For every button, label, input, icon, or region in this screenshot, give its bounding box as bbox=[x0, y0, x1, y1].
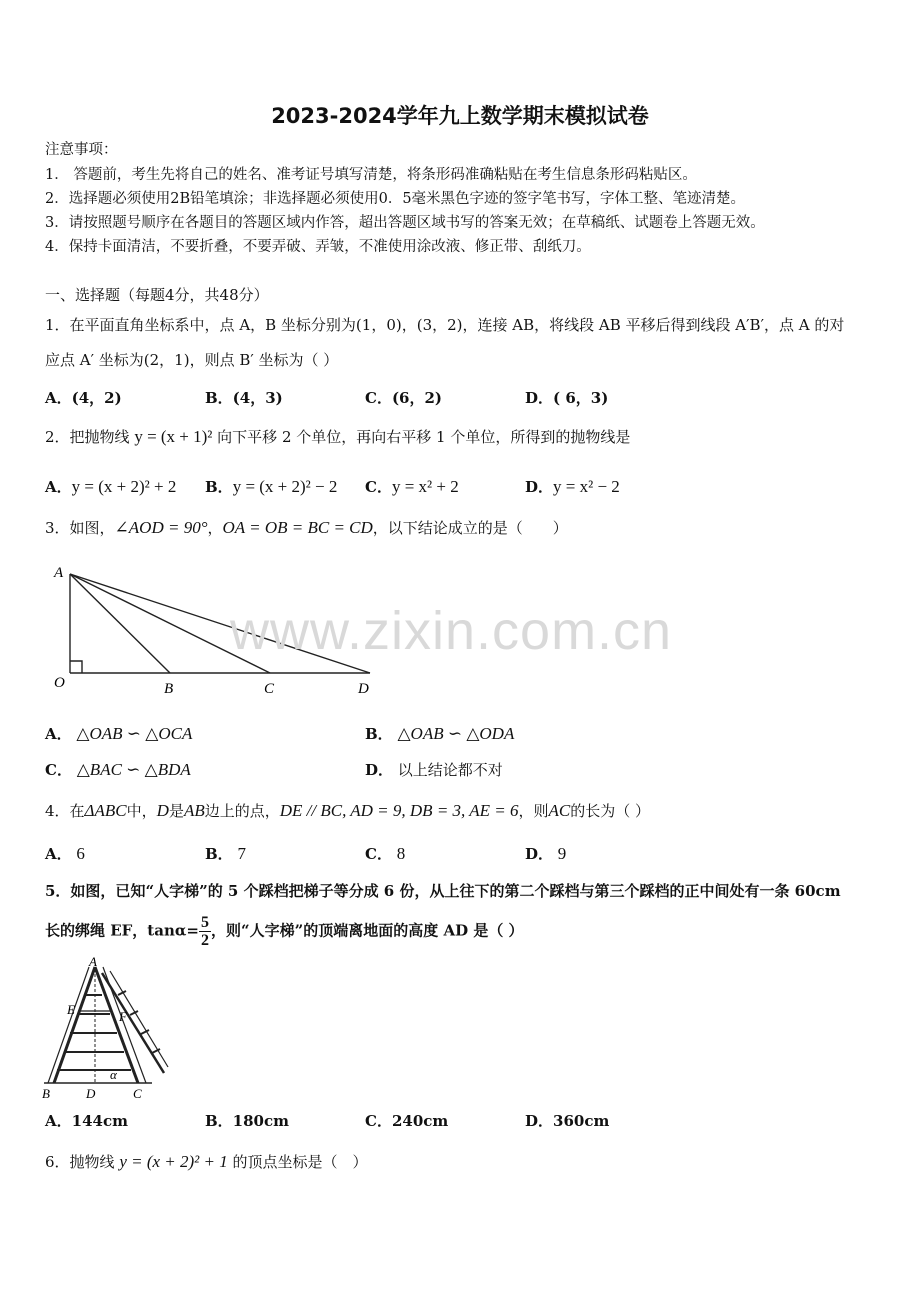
q4-option-d: D． 9 bbox=[525, 844, 567, 863]
q5-option-d: D．360cm bbox=[525, 1112, 610, 1130]
q3-option-c: C． △BAC ∽ △BDA bbox=[45, 760, 191, 779]
q4-option-c: C． 8 bbox=[365, 844, 406, 863]
q6-stem: 6．抛物线 y = (x + 2)² + 1 的顶点坐标是（ ） bbox=[45, 1152, 368, 1171]
q1-option-d: D．( 6，3) bbox=[525, 389, 609, 407]
q5-option-c: C．240cm bbox=[365, 1112, 449, 1130]
q5-label-a: A bbox=[89, 955, 97, 969]
notes-heading: 注意事项： bbox=[45, 142, 118, 158]
q3-label-a: A bbox=[54, 565, 64, 581]
q3-label-d: D bbox=[358, 681, 369, 697]
q2-option-d: D．y = x² − 2 bbox=[525, 477, 620, 496]
q3-label-c: C bbox=[264, 681, 275, 697]
q2-expr: y = (x + 1)² bbox=[134, 427, 213, 446]
q5-line2: 长的绑绳 EF，tanα= $\frac{5}{2}$ ，则“人字梯”的顶端离地面的高度 AD 是（ ） bbox=[45, 914, 524, 949]
q1-option-b: B．(4，3) bbox=[205, 389, 283, 407]
q5-label-b: B bbox=[42, 1086, 50, 1101]
q5-fraction: $\frac{5}{2}$ bbox=[200, 914, 209, 949]
q5-label-alpha: α bbox=[110, 1067, 117, 1082]
q3-option-a: A． △OAB ∽ △OCA bbox=[45, 724, 193, 743]
note-item-2: 2．选择题必须使用2B铅笔填涂；非选择题必须使用0．5毫米黑色字迹的签字笔书写，字体工整、笔迹清楚。 bbox=[45, 191, 746, 207]
q4-stem: 4．在ΔABC中，D是AB边上的点，DE // BC, AD = 9, DB = 3, AE = 6，则AC的长为（ ） bbox=[45, 801, 651, 820]
q2-option-b: B．y = (x + 2)² − 2 bbox=[205, 477, 338, 496]
watermark: www.zixin.com.cn bbox=[230, 601, 673, 661]
q5-ladder-figure bbox=[40, 955, 170, 1105]
q3-option-b: B． △OAB ∽ △ODA bbox=[365, 724, 515, 743]
q1-option-a: A．(4，2) bbox=[45, 389, 122, 407]
q3-label-b: B bbox=[164, 681, 174, 697]
q1-option-c: C．(6，2) bbox=[365, 389, 443, 407]
section-heading: 一、选择题（每题4分，共48分） bbox=[45, 286, 269, 304]
q5-label-f: F bbox=[119, 1009, 127, 1024]
q2-option-c: C．y = x² + 2 bbox=[365, 477, 459, 496]
note-item-4: 4．保持卡面清洁，不要折叠，不要弄破、弄皱，不准使用涂改液、修正带、刮纸刀。 bbox=[45, 239, 591, 255]
q2-post: 向下平移 2 个单位，再向右平移 1 个单位，所得到的抛物线是 bbox=[212, 428, 631, 446]
q3-label-o: O bbox=[54, 675, 65, 691]
q1-line2: 应点 A′ 坐标为(2，1)，则点 B′ 坐标为（ ） bbox=[45, 351, 339, 369]
q4-option-a: A． 6 bbox=[45, 844, 85, 863]
q2-option-a: A．y = (x + 2)² + 2 bbox=[45, 477, 177, 496]
q3-stem: 3．如图，∠AOD = 90°，OA = OB = BC = CD，以下结论成立的是（ ） bbox=[45, 518, 568, 537]
q2-pre: 2．把抛物线 bbox=[45, 428, 135, 446]
q5-label-e: E bbox=[67, 1002, 75, 1017]
note-item-3: 3．请按照题号顺序在各题目的答题区域内作答，超出答题区域书写的答案无效；在草稿纸、试题卷上答题无效。 bbox=[45, 215, 765, 231]
note-item-1: 1． 答题前，考生先将自己的姓名、准考证号填写清楚，将条形码准确粘贴在考生信息条形码粘贴区。 bbox=[45, 167, 697, 183]
q5-label-d: D bbox=[86, 1086, 96, 1101]
q5-line1: 5．如图，已知“人字梯”的 5 个踩档把梯子等分成 6 份，从上往下的第二个踩档与第三个踩档的正中间处有一条 60cm bbox=[45, 882, 841, 900]
q1-line1: 1．在平面直角坐标系中，点 A，B 坐标分别为(1，0)，(3，2)，连接 AB，将线段 AB 平移后得到线段 A′B′，点 A 的对 bbox=[45, 316, 845, 334]
page-title: 2023-2024学年九上数学期末模拟试卷 bbox=[271, 104, 649, 128]
q2-stem bbox=[45, 426, 630, 447]
q3-option-d: D． 以上结论都不对 bbox=[365, 761, 503, 779]
q4-option-b: B． 7 bbox=[205, 844, 246, 863]
q5-label-c: C bbox=[133, 1086, 142, 1101]
q5-option-b: B．180cm bbox=[205, 1112, 289, 1130]
q5-option-a: A．144cm bbox=[45, 1112, 128, 1130]
